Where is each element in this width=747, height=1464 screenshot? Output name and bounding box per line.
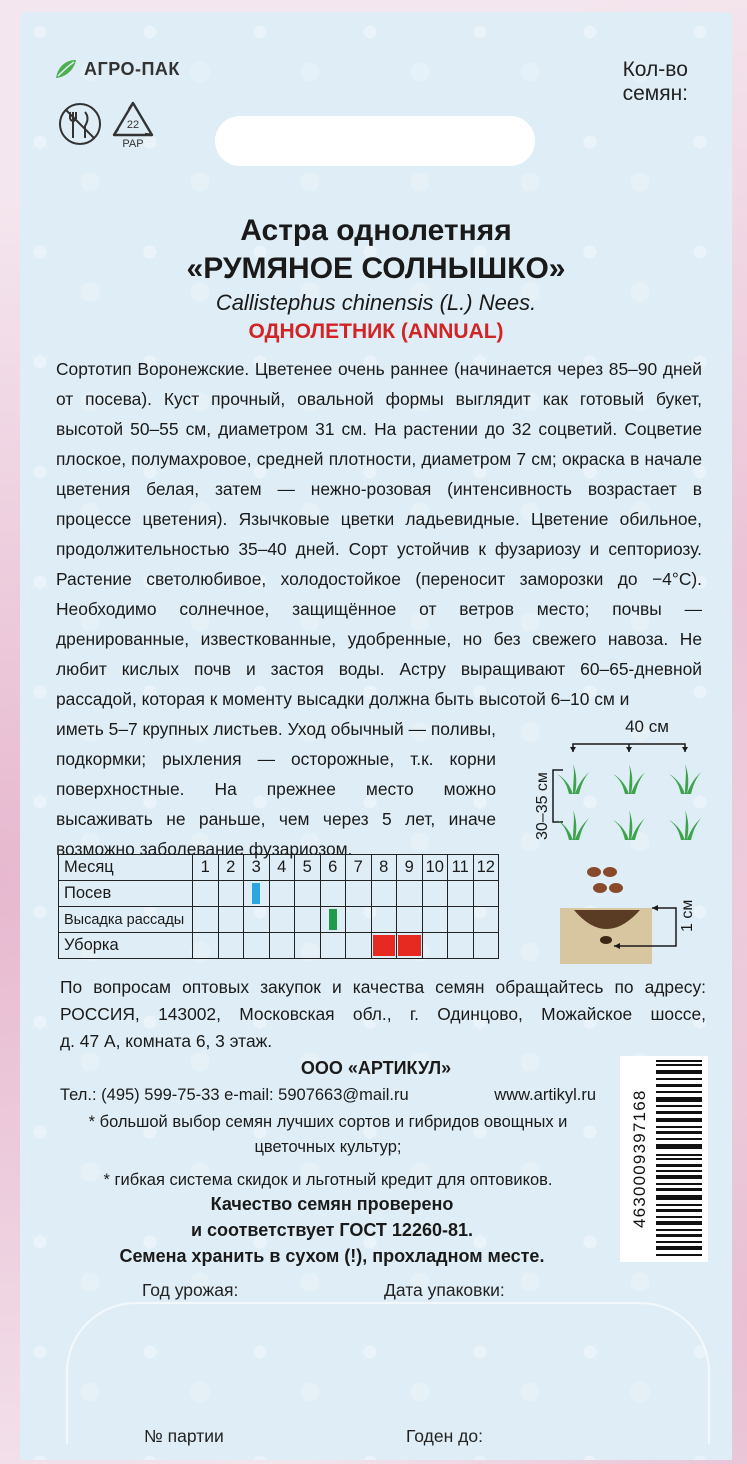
calendar-row-label: Высадка рассады [59, 907, 193, 933]
month-cell: 10 [422, 855, 448, 881]
calendar-header-row [59, 855, 499, 881]
phone-email-row [60, 1086, 596, 1105]
calendar-mark [398, 935, 421, 956]
calendar-mark-cell [397, 933, 423, 959]
variety-name: «РУМЯНОЕ СОЛНЫШКО» [186, 252, 566, 285]
sowing-depth-diagram [560, 860, 700, 966]
month-cell: 1 [193, 855, 219, 881]
seed-icons [587, 867, 623, 893]
contact-line: По вопросам оптовых закупок и качества семян обращайтесь по адресу: [60, 977, 706, 997]
valid-until-field: Годен до: [406, 1426, 483, 1446]
calendar-mark-cell [371, 933, 397, 959]
calendar-mark-cell [244, 881, 270, 907]
month-cell: 3 [244, 855, 270, 881]
bullet-discounts: * гибкая система скидок и льготный кредит для оптовиков. [103, 1171, 553, 1189]
calendar-mark-cell [320, 907, 346, 933]
calendar-row-label: Посев [59, 881, 193, 907]
hang-hole [215, 116, 535, 166]
calendar-row-label: Уборка [59, 933, 193, 959]
brand-logo [54, 58, 180, 80]
packet-flap-outline [66, 1302, 710, 1444]
batch-field: № партии [144, 1426, 224, 1446]
description-continued: иметь 5–7 крупных листьев. Уход обычный — поливы, подкормки; рыхления — осторожные, т.к. корни поверхностные. На прежнее место можно высаживать не раньше, чем через 5 лет, иначе возможно заболевание фузариозом. [56, 719, 496, 859]
seeds-count-label: Кол-во семян: [622, 58, 688, 105]
row-spacing-label: 40 см [625, 717, 669, 736]
quality-line-1: Качество семян проверено [210, 1194, 454, 1214]
pap-label: PAP [122, 138, 144, 150]
sowing-calendar [58, 854, 499, 959]
planting-scheme [515, 712, 705, 850]
harvest-year-field: Год урожая: [142, 1280, 239, 1300]
description: Сортотип Воронежские. Цветенее очень раннее (начинается через 85–90 дней от посева). Куст прочный, овальной формы выглядит как готовый букет, высотой 50–55 см, диаметром 31 см. На растении до 32 соцветий. Соцветие плоское, полумахровое, средней плотности, диаметром 7 см; окраска в начале цветения белая, затем — нежно-розовая (интенсивность возрастает в процессе цветения). Язычковые цветки ладьевидные. Цветение обильное, продолжительностью 35–40 дней. Сорт устойчив к фузариозу и септориозу. Растение светолюбивое, холодостойкое (переносит заморозки до −4°С). Необходимо солнечное, защищённое от ветров место; почвы — дренированные, известкованные, удобренные, но без свежего навоза. Не любит кислых почв и застоя воды. Астру выращивают 60–65-дневной рассадой, которая к моменту высадки должна быть высотой 6–10 см и [56, 359, 702, 709]
month-cell: 8 [371, 855, 397, 881]
month-cell: 9 [397, 855, 423, 881]
month-cell: 11 [448, 855, 474, 881]
calendar-mark [252, 883, 260, 904]
month-cell: 2 [218, 855, 244, 881]
calendar-row-harvest [59, 933, 499, 959]
month-cell: 7 [346, 855, 372, 881]
calendar-header-label: Месяц [59, 855, 193, 881]
recycle-icon [110, 100, 156, 140]
pack-date-field: Дата упаковки: [384, 1280, 505, 1300]
depth-label: 1 см [679, 899, 696, 932]
leaf-icon [54, 58, 78, 80]
storage-note: Семена хранить в сухом (!), прохладном месте. [119, 1246, 545, 1266]
address-line: РОССИЯ, 143002, Московская обл., г. Одинцово, Можайское шоссе, [60, 1004, 706, 1024]
plant-type: ОДНОЛЕТНИК (ANNUAL) [248, 320, 504, 343]
calendar-row-sowing [59, 881, 499, 907]
address-line: д. 47 А, комната 6, 3 этаж. [60, 1031, 273, 1051]
phone-email: Тел.: (495) 599-75-33 e-mail: 5907663@mail.ru [60, 1086, 409, 1104]
brand-name: АГРО-ПАК [84, 58, 180, 79]
month-cell: 12 [473, 855, 499, 881]
product-name: Астра однолетняя [240, 214, 512, 247]
calendar-mark [373, 935, 396, 956]
company-name: ООО «АРТИКУЛ» [300, 1058, 452, 1078]
month-cell: 5 [295, 855, 321, 881]
calendar-mark [329, 909, 337, 930]
bullet-assortment: * большой выбор семян лучших сортов и гибридов овощных и цветочных культур; [88, 1113, 568, 1156]
barcode-number: 4630009397168 [630, 1089, 649, 1229]
quality-line-2: и соответствует ГОСТ 12260-81. [190, 1220, 473, 1240]
seed-packet [20, 12, 732, 1460]
plant-spacing-label: 30–35 см [534, 772, 551, 840]
product-title-block [20, 212, 732, 346]
barcode-bars [656, 1060, 702, 1258]
month-cell: 4 [269, 855, 295, 881]
not-for-food-icon [56, 100, 104, 148]
website: www.artikyl.ru [494, 1086, 596, 1104]
pap-code: 22 [126, 119, 140, 131]
seedling-icons [557, 764, 701, 840]
calendar-row-transplant [59, 907, 499, 933]
latin-name: Callistephus chinensis (L.) Nees. [215, 290, 537, 315]
recycle-mark [110, 100, 156, 150]
eco-icons [56, 100, 156, 150]
contact-block [60, 974, 706, 1055]
month-cell: 6 [320, 855, 346, 881]
